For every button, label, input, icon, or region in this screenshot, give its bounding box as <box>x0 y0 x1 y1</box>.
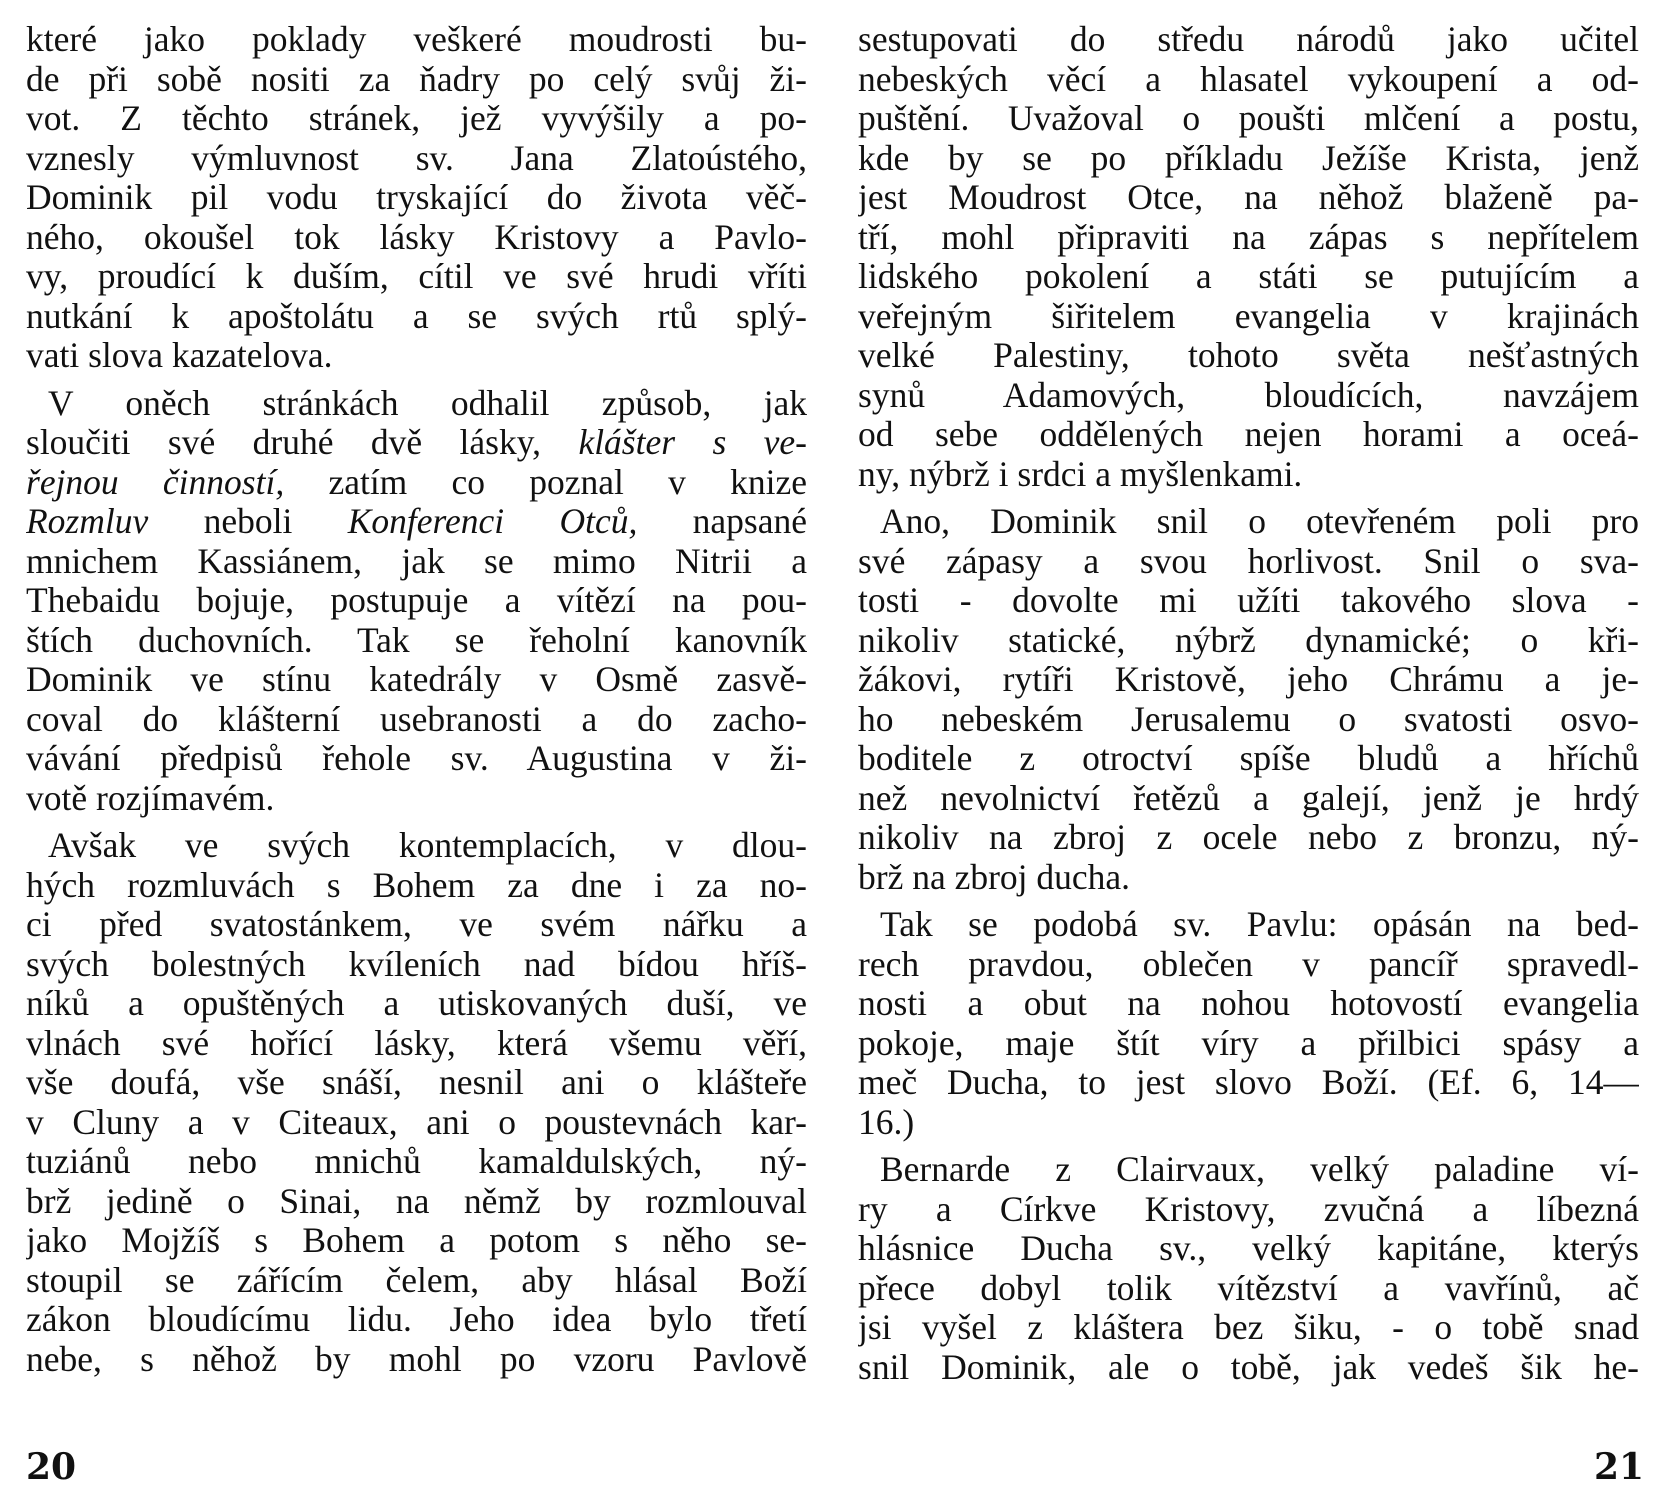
text-line: ho nebeském Jerusalemu o svatosti osvo- <box>858 699 1639 739</box>
text-line: nutkání k apoštolátu a se svých rtů splý- <box>26 296 807 336</box>
text-line: velké Palestiny, tohoto světa nešťastných <box>858 336 1639 375</box>
italic-text: Rozmluv <box>26 502 149 541</box>
text-line: své zápasy a svou horlivost. Snil o sva- <box>858 541 1639 581</box>
text-line: ného, okoušel tok lásky Kristovy a Pavlo- <box>26 217 807 257</box>
text-line: vše doufá, vše snáší, nesnil ani o klášteře <box>26 1063 807 1102</box>
text-line: které jako poklady veškeré moudrosti bu- <box>26 20 807 59</box>
text-line: sestupovati do středu národů jako učitel <box>858 20 1639 59</box>
text-line: níků a opuštěných a utiskovaných duší, ve <box>26 984 807 1023</box>
text-run: zatím co poznal v knize <box>328 462 807 502</box>
text-line: zákon bloudícímu lidu. Jeho idea bylo třetí <box>26 1300 807 1339</box>
text-line: Tak se podobá sv. Pavlu: opásán na bed- <box>880 905 1639 944</box>
text-line <box>26 463 807 503</box>
text-line: boditele z otroctví spíše bludů a hříchů <box>858 739 1639 778</box>
paragraph <box>26 384 807 819</box>
text-line: V oněch stránkách odhalil způsob, jak <box>48 383 807 423</box>
text-run: napsané <box>692 502 807 541</box>
text-line: Avšak ve svých kontemplacích, v dlou- <box>48 826 807 865</box>
text-line: nikoliv statické, nýbrž dynamické; o kři- <box>858 620 1639 660</box>
text-line: od sebe oddělených nejen horami a oceá- <box>858 415 1639 454</box>
text-line: vávání předpisů řehole sv. Augustina v ži- <box>26 739 807 778</box>
paragraph <box>858 502 1639 897</box>
italic-text: Konferenci Otců, <box>347 502 638 541</box>
text-line: Bernarde z Clairvaux, velký paladine ví- <box>880 1150 1639 1189</box>
italic-text: klášter s ve- <box>578 423 807 462</box>
paragraph <box>26 826 807 1379</box>
text-line: lidského pokolení a státi se putujícím a <box>858 257 1639 296</box>
left-page-text <box>26 20 807 1379</box>
text-line: ry a Církve Kristovy, zvučná a líbezná <box>858 1189 1639 1229</box>
text-line: votě rozjímavém. <box>26 778 275 818</box>
text-line: stoupil se zářícím čelem, aby hlásal Boží <box>26 1260 807 1300</box>
text-line: tosti - dovolte mi užíti takového slova - <box>858 581 1639 620</box>
text-line: Dominik ve stínu katedrály v Osmě zasvě- <box>26 660 807 699</box>
text-line: brž na zbroj ducha. <box>858 857 1131 897</box>
italic-text: řejnou činností, <box>26 462 285 502</box>
text-line: přece dobyl tolik vítězství a vavřínů, ač <box>858 1268 1639 1308</box>
text-line: puštění. Uvažoval o poušti mlčení a postu, <box>858 99 1639 138</box>
paragraph <box>26 20 807 376</box>
text-line: jest Moudrost Otce, na něhož blaženě pa- <box>858 178 1639 217</box>
text-line: mnichem Kassiánem, jak se mimo Nitrii a <box>26 541 807 581</box>
text-line: vot. Z těchto stránek, jež vyvýšily a po- <box>26 99 807 138</box>
text-line: Ano, Dominik snil o otevřeném poli pro <box>880 502 1639 541</box>
text-line: meč Ducha, to jest slovo Boží. (Ef. 6, 14— <box>858 1063 1639 1102</box>
text-line: v Cluny a v Citeaux, ani o poustevnách kar- <box>26 1102 807 1142</box>
text-line: tří, mohl připraviti na zápas s nepřítelem <box>858 217 1639 257</box>
text-line: vati slova kazatelova. <box>26 336 333 375</box>
text-line: synů Adamových, bloudících, navzájem <box>858 375 1639 415</box>
text-line: nebe, s něhož by mohl po vzoru Pavlově <box>26 1339 807 1379</box>
text-line: svých bolestných kvíleních nad bídou hříš- <box>26 944 807 984</box>
text-line: rech pravdou, oblečen v pancíř spravedl- <box>858 944 1639 984</box>
text-line: Dominik pil vodu tryskající do života věč- <box>26 178 807 217</box>
text-line: pokoje, maje štít víry a přilbici spásy a <box>858 1023 1639 1063</box>
text-line: než nevolnictví řetězů a galejí, jenž je hrdý <box>858 778 1639 818</box>
text-line: jako Mojžíš s Bohem a potom s něho se- <box>26 1221 807 1260</box>
page-number: 21 <box>1594 1446 1645 1488</box>
paragraph <box>858 1150 1639 1387</box>
text-line: vy, proudící k duším, cítil ve své hrudi vříti <box>26 257 807 296</box>
text-line: ny, nýbrž i srdci a myšlenkami. <box>858 454 1303 494</box>
text-line: nebeských věcí a hlasatel vykoupení a od- <box>858 59 1639 99</box>
text-line: snil Dominik, ale o tobě, jak vedeš šik he- <box>858 1347 1639 1387</box>
text-run: neboli <box>203 502 293 541</box>
text-line: nikoliv na zbroj z ocele nebo z bronzu, ný- <box>858 818 1639 857</box>
text-line: de při sobě nositi za ňadry po celý svůj ži- <box>26 59 807 99</box>
page-number: 20 <box>26 1446 77 1488</box>
text-line: tuziánů nebo mnichů kamaldulských, ný- <box>26 1142 807 1181</box>
text-line: 16.) <box>858 1102 915 1142</box>
text-line: kde by se po příkladu Ježíše Krista, jenž <box>858 138 1639 178</box>
text-line: nosti a obut na nohou hotovostí evangelia <box>858 984 1639 1023</box>
text-line: brž jedině o Sinai, na němž by rozmlouval <box>26 1181 807 1221</box>
text-line: coval do klášterní usebranosti a do zacho- <box>26 699 807 739</box>
text-line: žákovi, rytíři Kristově, jeho Chrámu a je- <box>858 660 1639 699</box>
text-line: jsi vyšel z kláštera bez šiku, - o tobě snad <box>858 1308 1639 1347</box>
text-line: veřejným šiřitelem evangelia v krajinách <box>858 296 1639 336</box>
right-page-text <box>858 20 1639 1387</box>
text-line: ci před svatostánkem, ve svém nářku a <box>26 905 807 944</box>
text-line <box>26 423 807 463</box>
text-line: štích duchovních. Tak se řeholní kanovník <box>26 620 807 660</box>
paragraph <box>858 905 1639 1142</box>
text-line: vlnách své hořící lásky, která všemu věří, <box>26 1023 807 1063</box>
text-line: hlásnice Ducha sv., velký kapitáne, kterýs <box>858 1229 1639 1268</box>
text-line: hých rozmluvách s Bohem za dne i za no- <box>26 865 807 905</box>
text-line <box>26 502 807 542</box>
paragraph <box>858 20 1639 494</box>
text-run: sloučiti své druhé dvě lásky, <box>26 423 542 462</box>
text-line: vznesly výmluvnost sv. Jana Zlatoústého, <box>26 138 807 178</box>
text-line: Thebaidu bojuje, postupuje a vítězí na pou- <box>26 581 807 620</box>
